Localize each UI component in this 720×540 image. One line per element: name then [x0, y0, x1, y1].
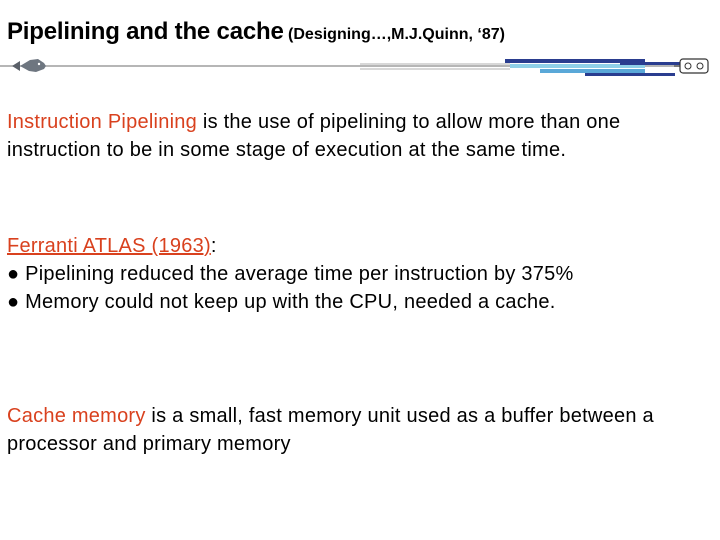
slide-title: Pipelining and the cache — [7, 18, 284, 45]
fish-ornament-icon — [12, 59, 46, 72]
term-cache-memory: Cache memory — [7, 405, 146, 427]
atlas-heading: Ferranti ATLAS (1963) — [7, 235, 211, 257]
paragraph-instruction-pipelining — [7, 108, 715, 164]
bullet-item: ● Pipelining reduced the average time per instruction by 375% — [7, 263, 574, 285]
atlas-heading-colon: : — [210, 235, 217, 257]
term-instruction-pipelining: Instruction Pipelining — [7, 111, 198, 133]
title-divider — [0, 50, 720, 84]
paragraph-cache-memory — [7, 402, 715, 458]
definition-instruction-pipelining: is the use of pipelining to allow more than one instruction to be in some stage of execution at the same time. — [7, 111, 621, 161]
bullet-item: ● Memory could not keep up with the CPU, needed a cache. — [7, 291, 556, 313]
slide-citation: (Designing…,M.J.Quinn, ‘87) — [288, 26, 505, 43]
atlas-heading-line — [7, 232, 715, 260]
definition-cache-memory: is a small, fast memory unit used as a buffer between a processor and primary memory — [7, 405, 654, 455]
paragraph-ferranti-atlas — [7, 232, 715, 316]
connector-ornament-icon — [674, 59, 708, 73]
slide-title-block — [7, 18, 505, 46]
